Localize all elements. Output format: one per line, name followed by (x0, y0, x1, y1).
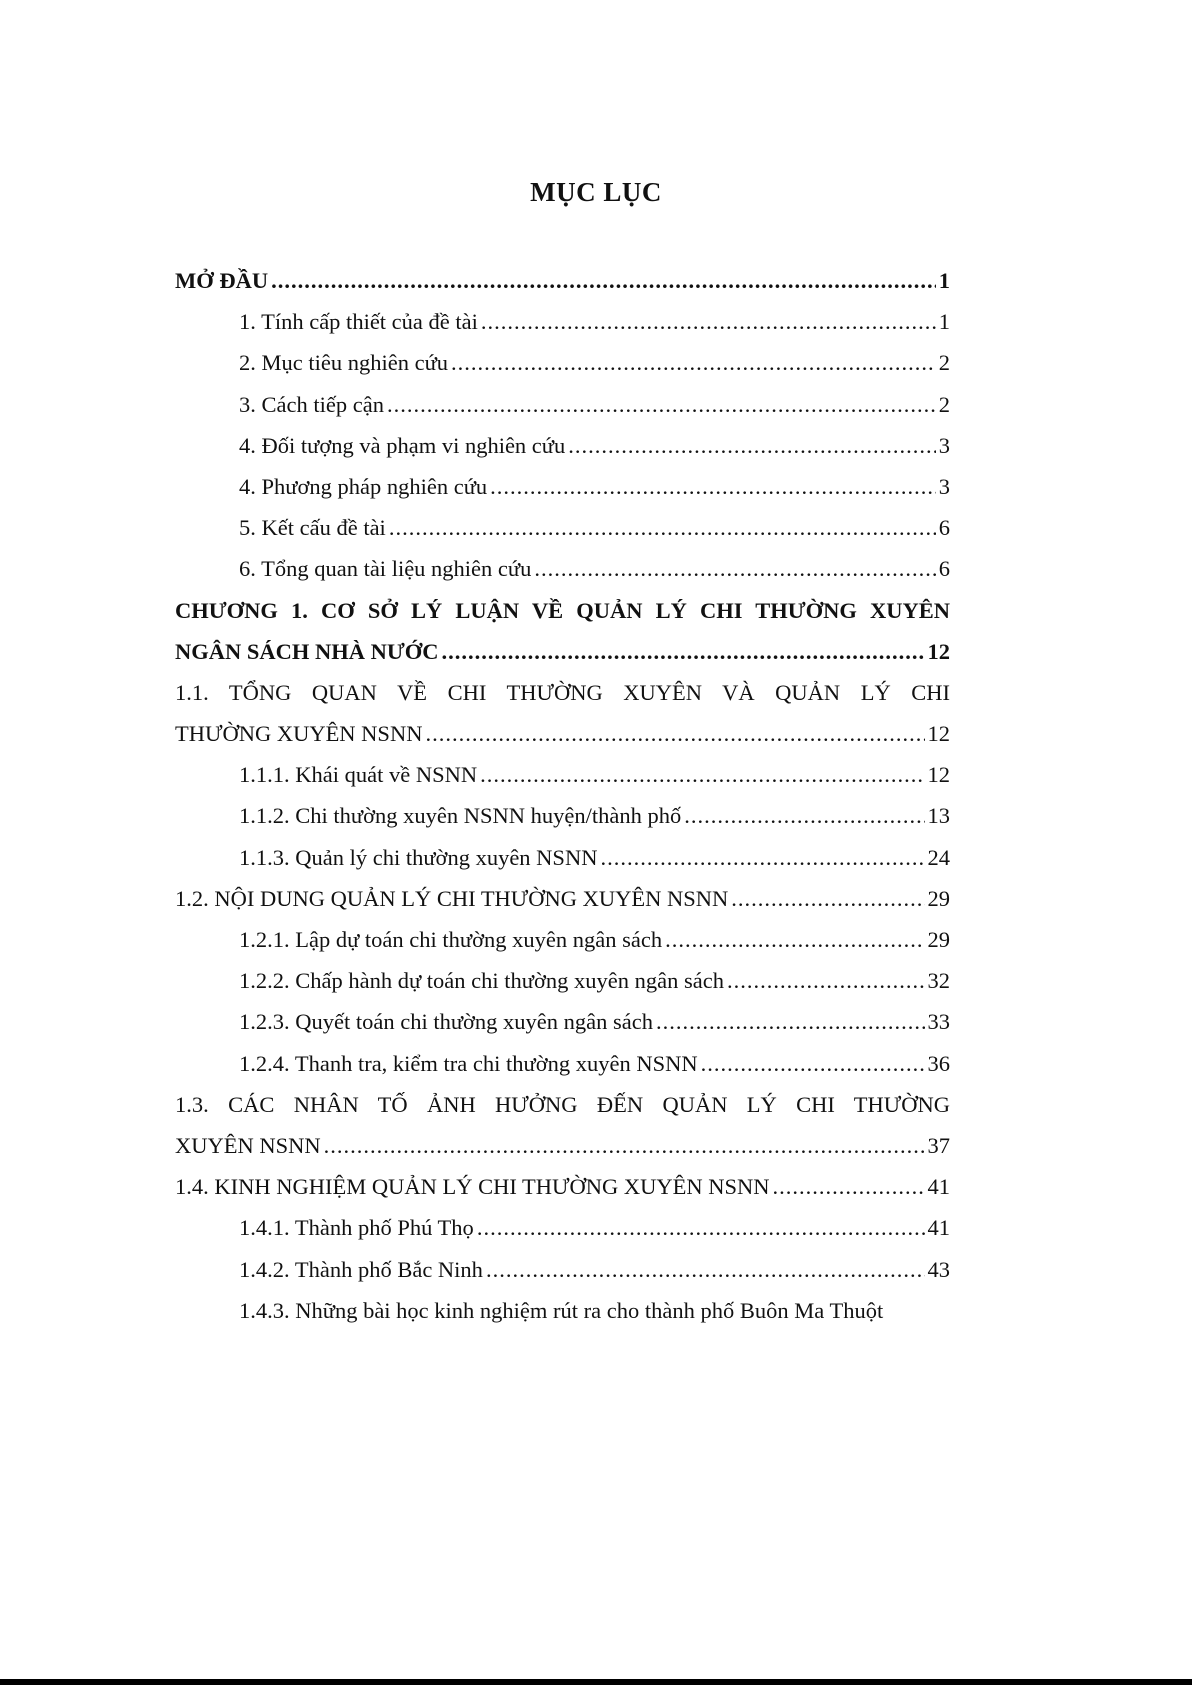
toc-entry[interactable] (175, 1001, 950, 1042)
toc-entry[interactable] (175, 795, 950, 836)
toc-entry-label: 1.2. NỘI DUNG QUẢN LÝ CHI THƯỜNG XUYÊN NSNN (175, 885, 729, 911)
dot-leader (773, 1166, 925, 1207)
page-title: MỤC LỤC (530, 177, 662, 207)
dot-leader (684, 795, 924, 836)
dot-leader (451, 342, 936, 383)
table-of-contents (175, 260, 950, 1331)
toc-entry-label: 1.4.1. Thành phố Phú Thọ (239, 1215, 474, 1241)
toc-entry-label: 4. Đối tượng và phạm vi nghiên cứu (239, 432, 566, 458)
dot-leader (656, 1001, 924, 1042)
toc-entry-section-1-3[interactable] (175, 1125, 950, 1166)
toc-entry-label: 1.2.4. Thanh tra, kiểm tra chi thường xuyên NSNN (239, 1050, 698, 1076)
toc-entry[interactable] (175, 754, 950, 795)
toc-page-number: 2 (938, 350, 950, 376)
toc-page-number: 12 (927, 721, 950, 747)
toc-entry[interactable] (175, 342, 950, 383)
toc-entry[interactable] (175, 1043, 950, 1084)
dot-leader (727, 960, 925, 1001)
dot-leader (568, 425, 936, 466)
toc-entry[interactable] (175, 384, 950, 425)
dot-leader (480, 754, 924, 795)
toc-page-number: 41 (927, 1174, 950, 1200)
toc-page-number: 2 (938, 391, 950, 417)
toc-page-number: 12 (927, 638, 950, 664)
toc-page-number: 13 (927, 803, 950, 829)
toc-entry-label: MỞ ĐẦU (175, 268, 269, 293)
toc-entry-label: 1. Tính cấp thiết của đề tài (239, 309, 478, 335)
toc-entry-label: THƯỜNG XUYÊN NSNN (175, 721, 423, 747)
toc-entry-label: 5. Kết cấu đề tài (239, 515, 386, 541)
dot-leader (389, 507, 936, 548)
toc-entry-section-1-2[interactable] (175, 878, 950, 919)
toc-entry-label: 1.1.3. Quản lý chi thường xuyên NSNN (239, 844, 598, 870)
dot-leader (701, 1043, 925, 1084)
toc-page-number: 32 (927, 968, 950, 994)
toc-chapter-heading[interactable]: CHƯƠNG 1. CƠ SỞ LÝ LUẬN VỀ QUẢN LÝ CHI THƯỜNG XUYÊN (175, 597, 950, 623)
toc-entry-label: 3. Cách tiếp cận (239, 391, 384, 417)
toc-entry[interactable] (175, 548, 950, 589)
toc-entry-label: 1.2.2. Chấp hành dự toán chi thường xuyên ngân sách (239, 968, 724, 994)
toc-page-number: 36 (927, 1050, 950, 1076)
toc-page-number: 12 (927, 762, 950, 788)
toc-page-number: 37 (927, 1132, 950, 1158)
toc-page-number: 29 (927, 885, 950, 911)
toc-entry-label: 1.1.2. Chi thường xuyên NSNN huyện/thành phố (239, 803, 682, 829)
toc-entry[interactable] (175, 1249, 950, 1290)
toc-entry[interactable] (175, 301, 950, 342)
dot-leader (481, 301, 936, 342)
toc-page-number: 6 (938, 556, 950, 582)
toc-entry-chapter-1[interactable] (175, 631, 950, 672)
toc-page-number: 33 (927, 1009, 950, 1035)
dot-leader (425, 713, 924, 754)
toc-entry-label: 1.4. KINH NGHIỆM QUẢN LÝ CHI THƯỜNG XUYÊN NSNN (175, 1174, 770, 1200)
toc-entry[interactable] (175, 837, 950, 878)
toc-section-heading[interactable]: 1.3. CÁC NHÂN TỐ ẢNH HƯỞNG ĐẾN QUẢN LÝ CHI THƯỜNG (175, 1091, 950, 1117)
toc-entry-label: 1.2.1. Lập dự toán chi thường xuyên ngân sách (239, 927, 663, 952)
toc-section-heading[interactable]: 1.1. TỔNG QUAN VỀ CHI THƯỜNG XUYÊN VÀ QUẢN LÝ CHI (175, 679, 950, 705)
toc-page-number: 3 (938, 432, 950, 458)
dot-leader (477, 1207, 925, 1248)
toc-entry-label: 1.4.2. Thành phố Bắc Ninh (239, 1256, 483, 1282)
toc-entry-label: 1.1.1. Khái quát về NSNN (239, 762, 478, 788)
dot-leader (271, 260, 936, 301)
toc-page-number: 41 (927, 1215, 950, 1241)
toc-entry[interactable] (175, 425, 950, 466)
dot-leader (665, 919, 924, 960)
dot-leader (490, 466, 936, 507)
toc-entry[interactable] (175, 919, 950, 960)
dot-leader (324, 1125, 925, 1166)
toc-entry-label: 1.2.3. Quyết toán chi thường xuyên ngân sách (239, 1009, 654, 1035)
toc-page-number: 3 (938, 473, 950, 499)
toc-entry[interactable] (175, 507, 950, 548)
dot-leader (387, 384, 936, 425)
toc-entry-label: XUYÊN NSNN (175, 1132, 321, 1158)
dot-leader (731, 878, 924, 919)
toc-page-number: 1 (938, 309, 950, 335)
toc-entry-section-1-1[interactable] (175, 713, 950, 754)
dot-leader (534, 548, 935, 589)
toc-entry[interactable] (175, 1207, 950, 1248)
toc-entry-label: 2. Mục tiêu nghiên cứu (239, 350, 449, 376)
dot-leader (600, 837, 924, 878)
toc-entry-label: 4. Phương pháp nghiên cứu (239, 473, 488, 499)
toc-page-number: 29 (927, 927, 950, 952)
bottom-edge-bar (0, 1679, 1192, 1685)
toc-entry-label: NGÂN SÁCH NHÀ NƯỚC (175, 638, 439, 664)
dot-leader (442, 631, 925, 672)
toc-entry[interactable] (175, 960, 950, 1001)
toc-page-number: 6 (938, 515, 950, 541)
toc-entry-section-1-4[interactable] (175, 1166, 950, 1207)
toc-entry-label: 6. Tổng quan tài liệu nghiên cứu (239, 556, 532, 582)
toc-page-number: 1 (938, 268, 950, 293)
toc-entry-mo-dau[interactable] (175, 260, 950, 301)
toc-page-number: 24 (927, 844, 950, 870)
dot-leader (486, 1249, 925, 1290)
toc-entry[interactable] (175, 466, 950, 507)
toc-entry[interactable]: 1.4.3. Những bài học kinh nghiệm rút ra cho thành phố Buôn Ma Thuột (239, 1297, 884, 1323)
toc-page-number: 43 (927, 1256, 950, 1282)
